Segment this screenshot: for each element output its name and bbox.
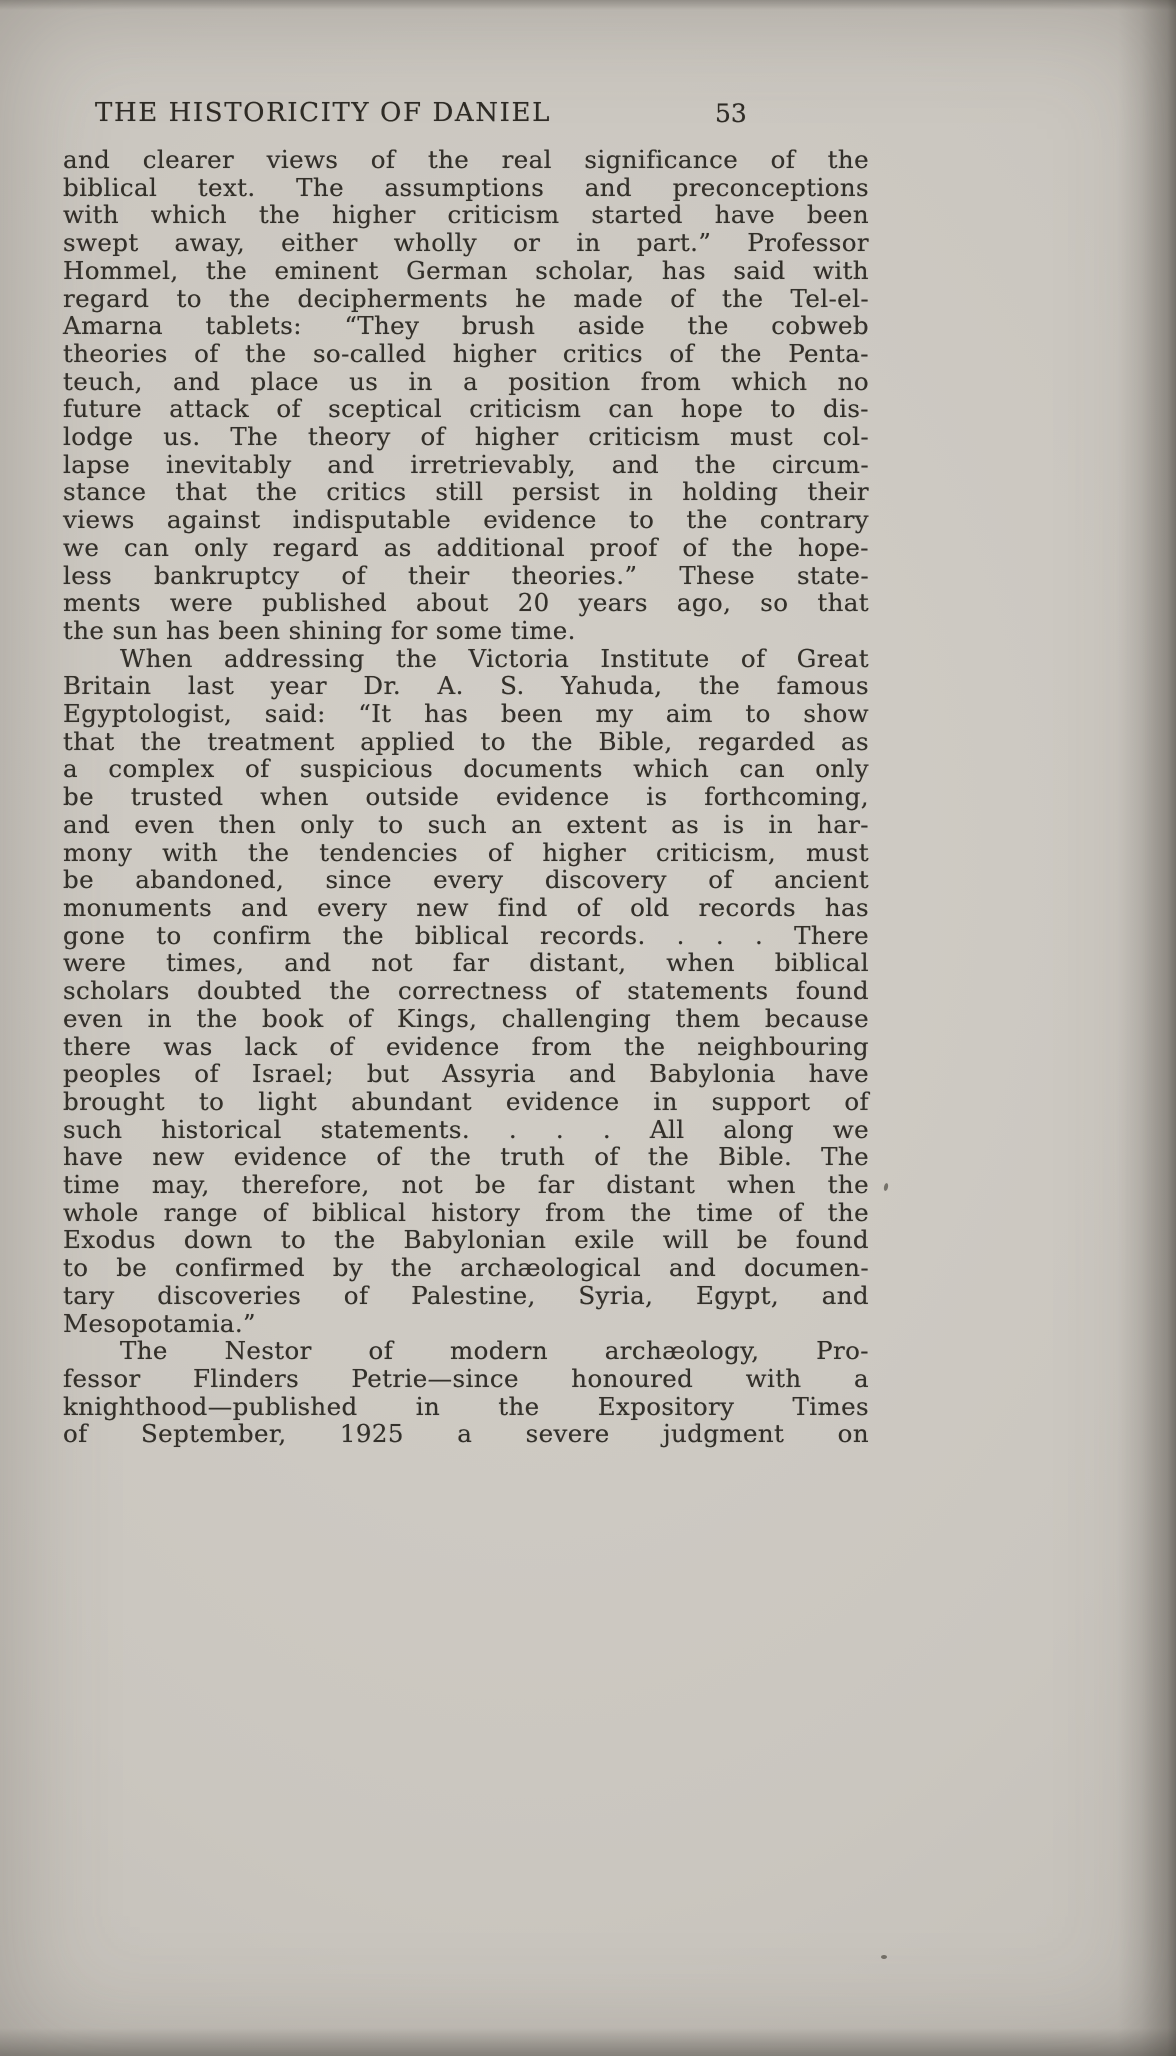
text-line: The Nestor of modern archæology, Pro- bbox=[120, 1336, 869, 1366]
text-line: there was lack of evidence from the neighbouring bbox=[63, 1031, 869, 1061]
text-line: Exodus down to the Babylonian exile will be found bbox=[63, 1225, 869, 1255]
scan-speck bbox=[883, 1183, 889, 1192]
text-line: to be confirmed by the archæological and documen- bbox=[63, 1253, 869, 1283]
text-line: be abandoned, since every discovery of ancient bbox=[63, 865, 869, 895]
text-line: have new evidence of the truth of the Bible. The bbox=[63, 1142, 869, 1172]
text-line: Amarna tablets: “They brush aside the cobweb bbox=[63, 311, 869, 341]
text-line: fessor Flinders Petrie—since honoured with a bbox=[63, 1363, 869, 1393]
text-line: swept away, either wholly or in part.” Professor bbox=[63, 228, 869, 258]
text-line: whole range of biblical history from the time of the bbox=[63, 1197, 869, 1227]
text-line: scholars doubted the correctness of statements found bbox=[63, 976, 869, 1006]
page-number: 53 bbox=[715, 99, 747, 128]
paragraph bbox=[63, 146, 869, 645]
text-line: of September, 1925 a severe judgment on bbox=[63, 1419, 869, 1449]
text-line: that the treatment applied to the Bible, regarded as bbox=[63, 726, 869, 756]
text-line: Britain last year Dr. A. S. Yahuda, the famous bbox=[63, 671, 869, 701]
text-line: with which the higher criticism started have been bbox=[63, 200, 869, 230]
text-line: gone to confirm the biblical records. . . . There bbox=[63, 920, 869, 950]
text-line: brought to light abundant evidence in support of bbox=[63, 1086, 869, 1116]
text-line: future attack of sceptical criticism can hope to dis- bbox=[63, 394, 869, 424]
text-line: the sun has been shining for some time. bbox=[63, 615, 576, 645]
running-title: THE HISTORICITY OF DANIEL bbox=[95, 98, 551, 128]
text-line: teuch, and place us in a position from which no bbox=[63, 366, 869, 396]
text-line: views against indisputable evidence to the contrary bbox=[63, 505, 869, 535]
text-line: When addressing the Victoria Institute of Great bbox=[120, 643, 869, 673]
page-edge-shadow-top bbox=[0, 0, 1176, 10]
text-line: Egyptologist, said: “It has been my aim to show bbox=[63, 699, 869, 729]
text-line: Hommel, the eminent German scholar, has said with bbox=[63, 255, 869, 285]
text-line: lodge us. The theory of higher criticism must col- bbox=[63, 422, 869, 452]
text-line: Mesopotamia.” bbox=[63, 1308, 256, 1338]
text-block bbox=[63, 146, 869, 1448]
text-line: we can only regard as additional proof of the hope- bbox=[63, 532, 869, 562]
paragraph bbox=[63, 645, 869, 1338]
page-edge-shadow-right bbox=[1118, 0, 1176, 2056]
text-line: biblical text. The assumptions and preconceptions bbox=[63, 172, 869, 202]
text-line: monuments and every new find of old records has bbox=[63, 892, 869, 922]
paragraph bbox=[63, 1337, 869, 1448]
scan-speck bbox=[881, 1955, 887, 1959]
text-line: time may, therefore, not be far distant when the bbox=[63, 1170, 869, 1200]
text-line: ments were published about 20 years ago, so that bbox=[63, 588, 869, 618]
text-line: mony with the tendencies of higher criticism, must bbox=[63, 837, 869, 867]
text-line: less bankruptcy of their theories.” These state- bbox=[63, 560, 869, 590]
text-line: lapse inevitably and irretrievably, and the circum- bbox=[63, 449, 869, 479]
text-line: theories of the so-called higher critics of the Penta- bbox=[63, 338, 869, 368]
text-line: regard to the decipherments he made of the Tel-el- bbox=[63, 283, 869, 313]
text-line: tary discoveries of Palestine, Syria, Egypt, and bbox=[63, 1280, 869, 1310]
text-line: a complex of suspicious documents which can only bbox=[63, 754, 869, 784]
text-line: such historical statements. . . . All along we bbox=[63, 1114, 869, 1144]
page-edge-shadow-bottom bbox=[0, 2028, 1176, 2056]
text-line: and clearer views of the real significance of the bbox=[63, 145, 869, 174]
text-line: be trusted when outside evidence is forthcoming, bbox=[63, 782, 869, 812]
text-line: even in the book of Kings, challenging them because bbox=[63, 1003, 869, 1033]
text-line: peoples of Israel; but Assyria and Babylonia have bbox=[63, 1059, 869, 1089]
text-line: stance that the critics still persist in holding their bbox=[63, 477, 869, 507]
page-header bbox=[63, 98, 869, 132]
text-line: knighthood—published in the Expository Times bbox=[63, 1391, 869, 1421]
text-line: and even then only to such an extent as is in har- bbox=[63, 809, 869, 839]
text-line: were times, and not far distant, when biblical bbox=[63, 948, 869, 978]
